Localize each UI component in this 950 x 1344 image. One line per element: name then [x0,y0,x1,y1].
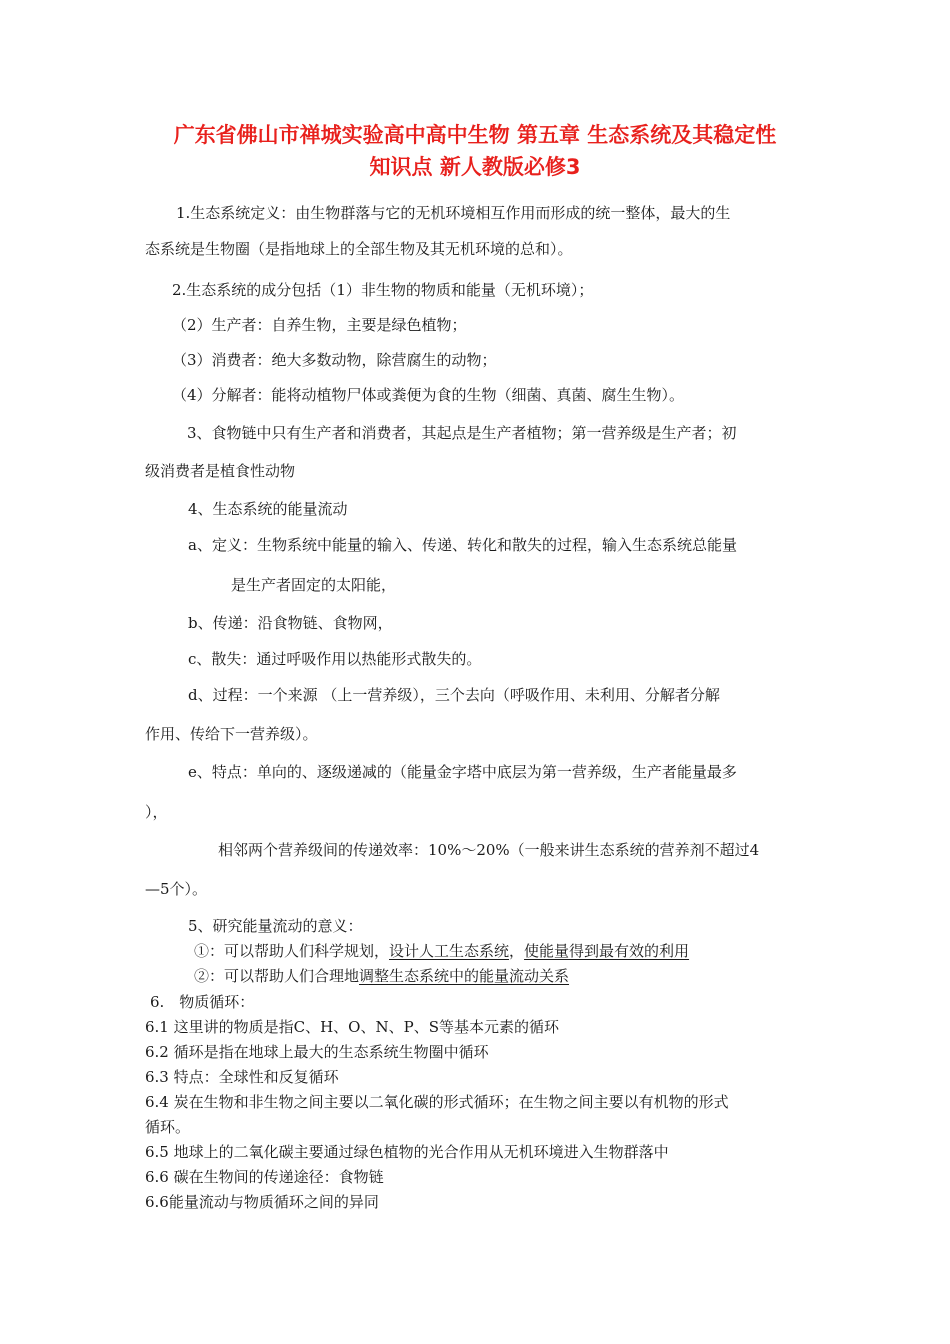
section-6-heading: 6. 物质循环： [150,993,255,1011]
section-4-b: b、传递：沿食物链、食物网， [188,614,393,632]
section-4-efficiency-line-2: —5个）。 [145,880,208,898]
section-6-7: 6.6能量流动与物质循环之间的异同 [145,1193,379,1211]
document-title-line-1: 广东省佛山市禅城实验高中高中生物 第五章 生态系统及其稳定性 [173,123,777,147]
paragraph-2-line-4: （4）分解者：能将动植物尸体或粪便为食的生物（细菌、真菌、腐生生物）。 [172,386,685,404]
section-6-2: 6.2 循环是指在地球上最大的生态系统生物圈中循环 [145,1043,489,1061]
section-5-item-1-underlined-1: 设计人工生态系统 [389,942,510,960]
section-5-item-2 [194,966,569,986]
section-4-heading: 4、生态系统的能量流动 [188,500,348,518]
paragraph-1-line-2: 态系统是生物圈（是指地球上的全部生物及其无机环境的总和）。 [145,240,573,258]
section-6-1: 6.1 这里讲的物质是指C、H、O、N、P、S等基本元素的循环 [145,1018,559,1036]
paragraph-2-line-2: （2）生产者：自养生物，主要是绿色植物； [172,316,467,334]
document-title-line-2: 知识点 新人教版必修3 [369,155,581,179]
section-4-e-line-1: e、特点：单向的、逐级递减的（能量金字塔中底层为第一营养级，生产者能量最多 [188,763,737,781]
paragraph-1-line-1: 1.生态系统定义：由生物群落与它的无机环境相互作用而形成的统一整体，最大的生 [176,204,731,222]
paragraph-3-line-2: 级消费者是植食性动物 [145,462,296,480]
section-5-item-2-underlined: 调整生态系统中的能量流动关系 [359,967,570,985]
section-4-d-line-2: 作用、传给下一营养级）。 [145,725,318,743]
section-4-a-line-2: 是生产者固定的太阳能， [231,576,397,594]
section-4-d-line-1: d、过程：一个来源 （上一营养级），三个去向（呼吸作用、未利用、分解者分解 [188,686,720,704]
section-5-item-1-comma: ， [509,942,525,960]
section-5-heading: 5、研究能量流动的意义： [188,917,363,935]
section-4-efficiency-line-1: 相邻两个营养级间的传递效率：10%～20%（一般来讲生态系统的营养剂不超过4 [218,841,760,859]
section-5-item-1 [194,941,689,961]
section-6-4-line-2: 循环。 [145,1118,191,1136]
section-4-e-line-2: ）， [145,803,168,821]
paragraph-2-line-3: （3）消费者：绝大多数动物，除营腐生的动物； [172,351,497,369]
section-6-4-line-1: 6.4 炭在生物和非生物之间主要以二氧化碳的形式循环；在生物之间主要以有机物的形式 [145,1093,729,1111]
paragraph-3-line-1: 3、食物链中只有生产者和消费者，其起点是生产者植物；第一营养级是生产者；初 [187,424,737,442]
section-5-item-1-underlined-2: 使能量得到最有效的利用 [524,942,690,960]
section-6-3: 6.3 特点：全球性和反复循环 [145,1068,339,1086]
section-5-item-2-text: ②：可以帮助人们合理地 [194,967,360,985]
section-6-5: 6.5 地球上的二氧化碳主要通过绿色植物的光合作用从无机环境进入生物群落中 [145,1143,669,1161]
section-6-6: 6.6 碳在生物间的传递途径：食物链 [145,1168,384,1186]
section-5-item-1-text: ①：可以帮助人们科学规划， [194,942,390,960]
paragraph-2-line-1: 2.生态系统的成分包括（1）非生物的物质和能量（无机环境）； [172,281,594,299]
section-4-c: c、散失：通过呼吸作用以热能形式散失的。 [188,650,482,668]
section-4-a-line-1: a、定义：生物系统中能量的输入、传递、转化和散失的过程，输入生态系统总能量 [188,536,737,554]
